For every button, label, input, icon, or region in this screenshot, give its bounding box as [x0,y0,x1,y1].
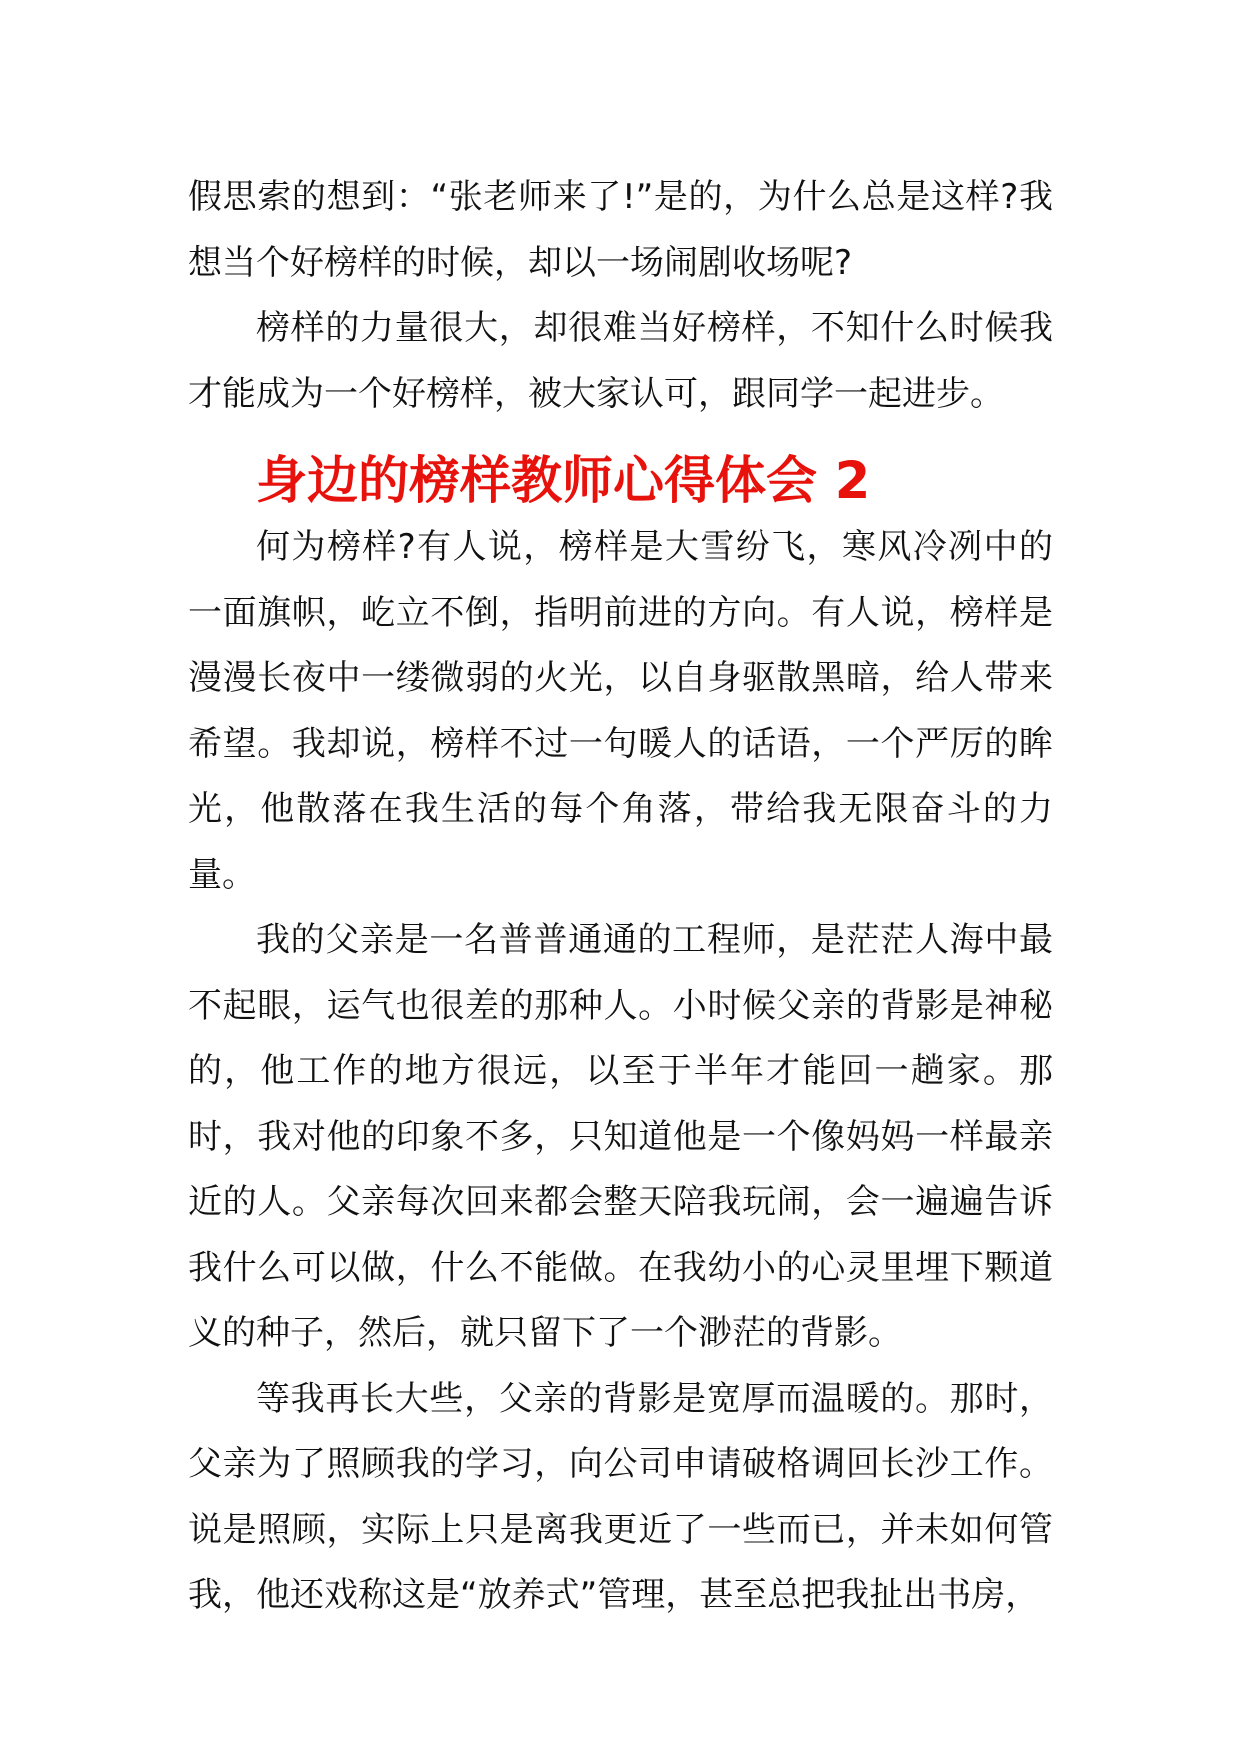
paragraph-father-engineer: 我的父亲是一名普普通通的工程师，是茫茫人海中最不起眼，运气也很差的那种人。小时候父亲的背影是神秘的，他工作的地方很远，以至于半年才能回一趟家。那时，我对他的印象不多，只知道他是一个像妈妈一样最亲近的人。父亲每次回来都会整天陪我玩闹，会一遍遍告诉我什么可以做，什么不能做。在我幼小的心灵里埋下颗道义的种子，然后，就只留下了一个渺茫的背影。 [188,920,1053,1353]
document-page [188,165,1053,1629]
paragraph-father-back: 等我再长大些，父亲的背影是宽厚而温暖的。那时，父亲为了照顾我的学习，向公司申请破格调回长沙工作。说是照顾，实际上只是离我更近了一些而已，并未如何管我，他还戏称这是“放养式”管理，甚至总把我扯出书房， [188,1378,1053,1615]
paragraph-what-is-role-model: 何为榜样?有人说，榜样是大雪纷飞，寒风冷冽中的一面旗帜，屹立不倒，指明前进的方向。有人说，榜样是漫漫长夜中一缕微弱的火光，以自身驱散黑暗，给人带来希望。我却说，榜样不过一句暖人的话语，一个严厉的眸光，他散落在我生活的每个角落，带给我无限奋斗的力量。 [188,527,1053,895]
paragraph-role-model-power: 榜样的力量很大，却很难当好榜样，不知什么时候我才能成为一个好榜样，被大家认可，跟同学一起进步。 [188,308,1053,414]
section-heading: 身边的榜样教师心得体会 2 [256,452,871,511]
paragraph-continuation: 假思索的想到：“张老师来了!”是的，为什么总是这样?我想当个好榜样的时候，却以一场闹剧收场呢? [188,177,1053,283]
